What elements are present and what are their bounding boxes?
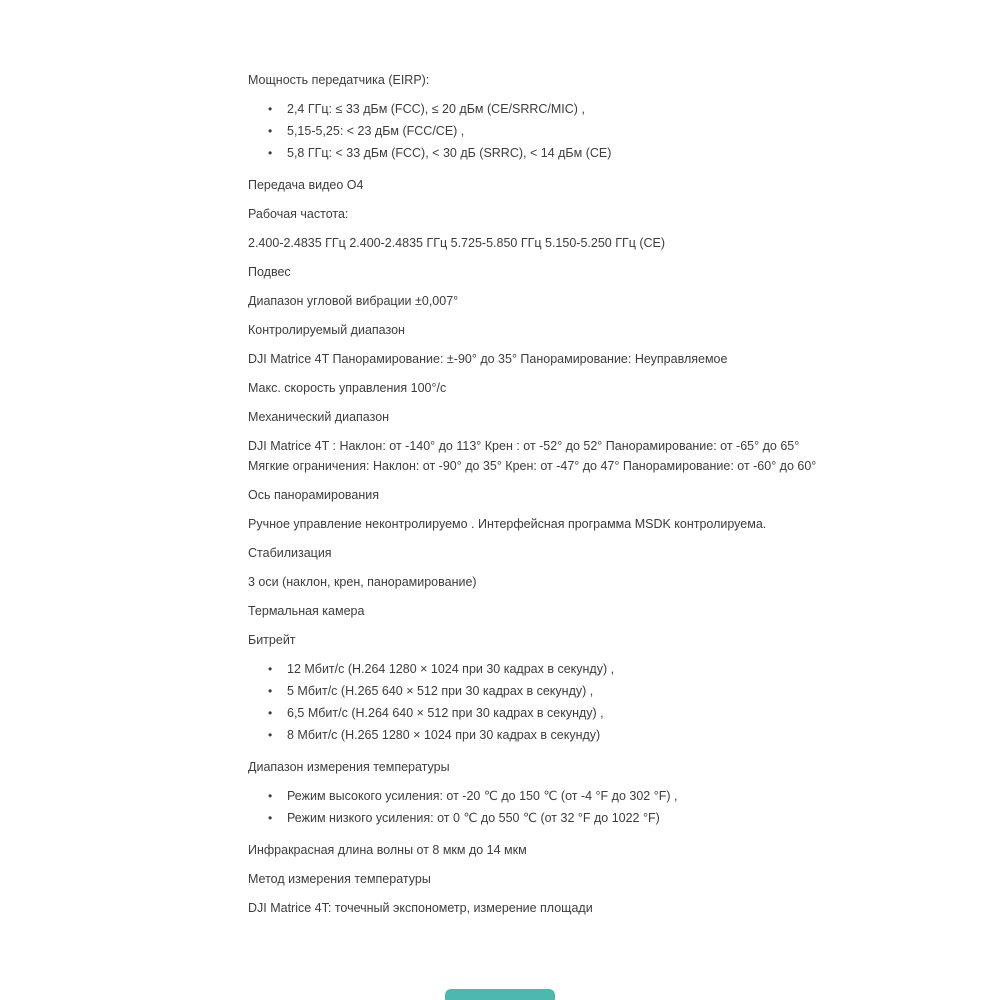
- spec-paragraph: [248, 436, 898, 476]
- list-item-text: 5,8 ГГц: < 33 дБм (FCC), < 30 дБ (SRRC), < 14 дБм (CE): [287, 146, 612, 160]
- spec-paragraph: Мощность передатчика (EIRP):: [248, 73, 430, 87]
- spec-paragraph: Ручное управление неконтролируемо . Интерфейсная программа MSDK контролируема.: [248, 517, 767, 531]
- list-item-text: 6,5 Мбит/с (H.264 640 × 512 при 30 кадрах в секунду) ,: [287, 706, 604, 720]
- list-item: [248, 121, 898, 141]
- list-item: [248, 725, 898, 745]
- list-item: [248, 786, 898, 806]
- list-item: [248, 703, 898, 723]
- spec-paragraph: Подвес: [248, 265, 291, 279]
- spec-paragraph: Стабилизация: [248, 546, 332, 560]
- list-item-text: 12 Мбит/с (H.264 1280 × 1024 при 30 кадрах в секунду) ,: [287, 662, 615, 676]
- bullet-icon: •: [268, 811, 273, 825]
- spec-paragraph: Метод измерения температуры: [248, 872, 431, 886]
- bullet-icon: •: [268, 102, 273, 116]
- list-item-text: 5 Мбит/с (H.265 640 × 512 при 30 кадрах в секунду) ,: [287, 684, 594, 698]
- specs-text-block: [248, 70, 898, 927]
- spec-paragraph: Инфракрасная длина волны от 8 мкм до 14 мкм: [248, 843, 527, 857]
- spec-paragraph: Термальная камера: [248, 604, 365, 618]
- list-item-text: Режим высокого усиления: от -20 ℃ до 150 ℃ (от -4 °F до 302 °F) ,: [287, 789, 678, 803]
- spec-list: [248, 99, 898, 163]
- list-item: [248, 143, 898, 163]
- list-item-text: Режим низкого усиления: от 0 ℃ до 550 ℃ (от 32 °F до 1022 °F): [287, 811, 660, 825]
- spec-paragraph: Механический диапазон: [248, 410, 390, 424]
- spec-paragraph: DJI Matrice 4T: точечный экспонометр, измерение площади: [248, 901, 593, 915]
- list-item: [248, 681, 898, 701]
- list-item: [248, 659, 898, 679]
- spec-list: [248, 786, 898, 828]
- spec-paragraph: Диапазон угловой вибрации ±0,007°: [248, 294, 459, 308]
- list-item-text: 5,15-5,25: < 23 дБм (FCC/CE) ,: [287, 124, 465, 138]
- list-item: [248, 99, 898, 119]
- spec-paragraph: Битрейт: [248, 633, 296, 647]
- bottom-cutoff-button[interactable]: [445, 989, 555, 1000]
- spec-paragraph: Ось панорамирования: [248, 488, 380, 502]
- spec-line: Мягкие ограничения: Наклон: от -90° до 35° Крен: от -47° до 47° Панорамирование: от -60° до 60°: [248, 459, 817, 473]
- spec-paragraph: Диапазон измерения температуры: [248, 760, 450, 774]
- spec-paragraph: DJI Matrice 4T Панорамирование: ±-90° до 35° Панорамирование: Неуправляемое: [248, 352, 728, 366]
- list-item-text: 2,4 ГГц: ≤ 33 дБм (FCC), ≤ 20 дБм (CE/SRRC/MIC) ,: [287, 102, 585, 116]
- bullet-icon: •: [268, 789, 273, 803]
- spec-paragraph: Контролируемый диапазон: [248, 323, 405, 337]
- bullet-icon: •: [268, 146, 273, 160]
- spec-paragraph: Передача видео O4: [248, 178, 364, 192]
- spec-paragraph: 3 оси (наклон, крен, панорамирование): [248, 575, 477, 589]
- spec-line: DJI Matrice 4T : Наклон: от -140° до 113° Крен : от -52° до 52° Панорамирование: от -65° до 65°: [248, 439, 800, 453]
- spec-paragraph: Макс. скорость управления 100°/с: [248, 381, 447, 395]
- spec-list: [248, 659, 898, 745]
- bullet-icon: •: [268, 706, 273, 720]
- bullet-icon: •: [268, 684, 273, 698]
- list-item: [248, 808, 898, 828]
- bullet-icon: •: [268, 662, 273, 676]
- spec-paragraph: 2.400-2.4835 ГГц 2.400-2.4835 ГГц 5.725-5.850 ГГц 5.150-5.250 ГГц (CE): [248, 236, 666, 250]
- spec-paragraph: Рабочая частота:: [248, 207, 349, 221]
- bullet-icon: •: [268, 728, 273, 742]
- bullet-icon: •: [268, 124, 273, 138]
- list-item-text: 8 Мбит/с (H.265 1280 × 1024 при 30 кадрах в секунду): [287, 728, 601, 742]
